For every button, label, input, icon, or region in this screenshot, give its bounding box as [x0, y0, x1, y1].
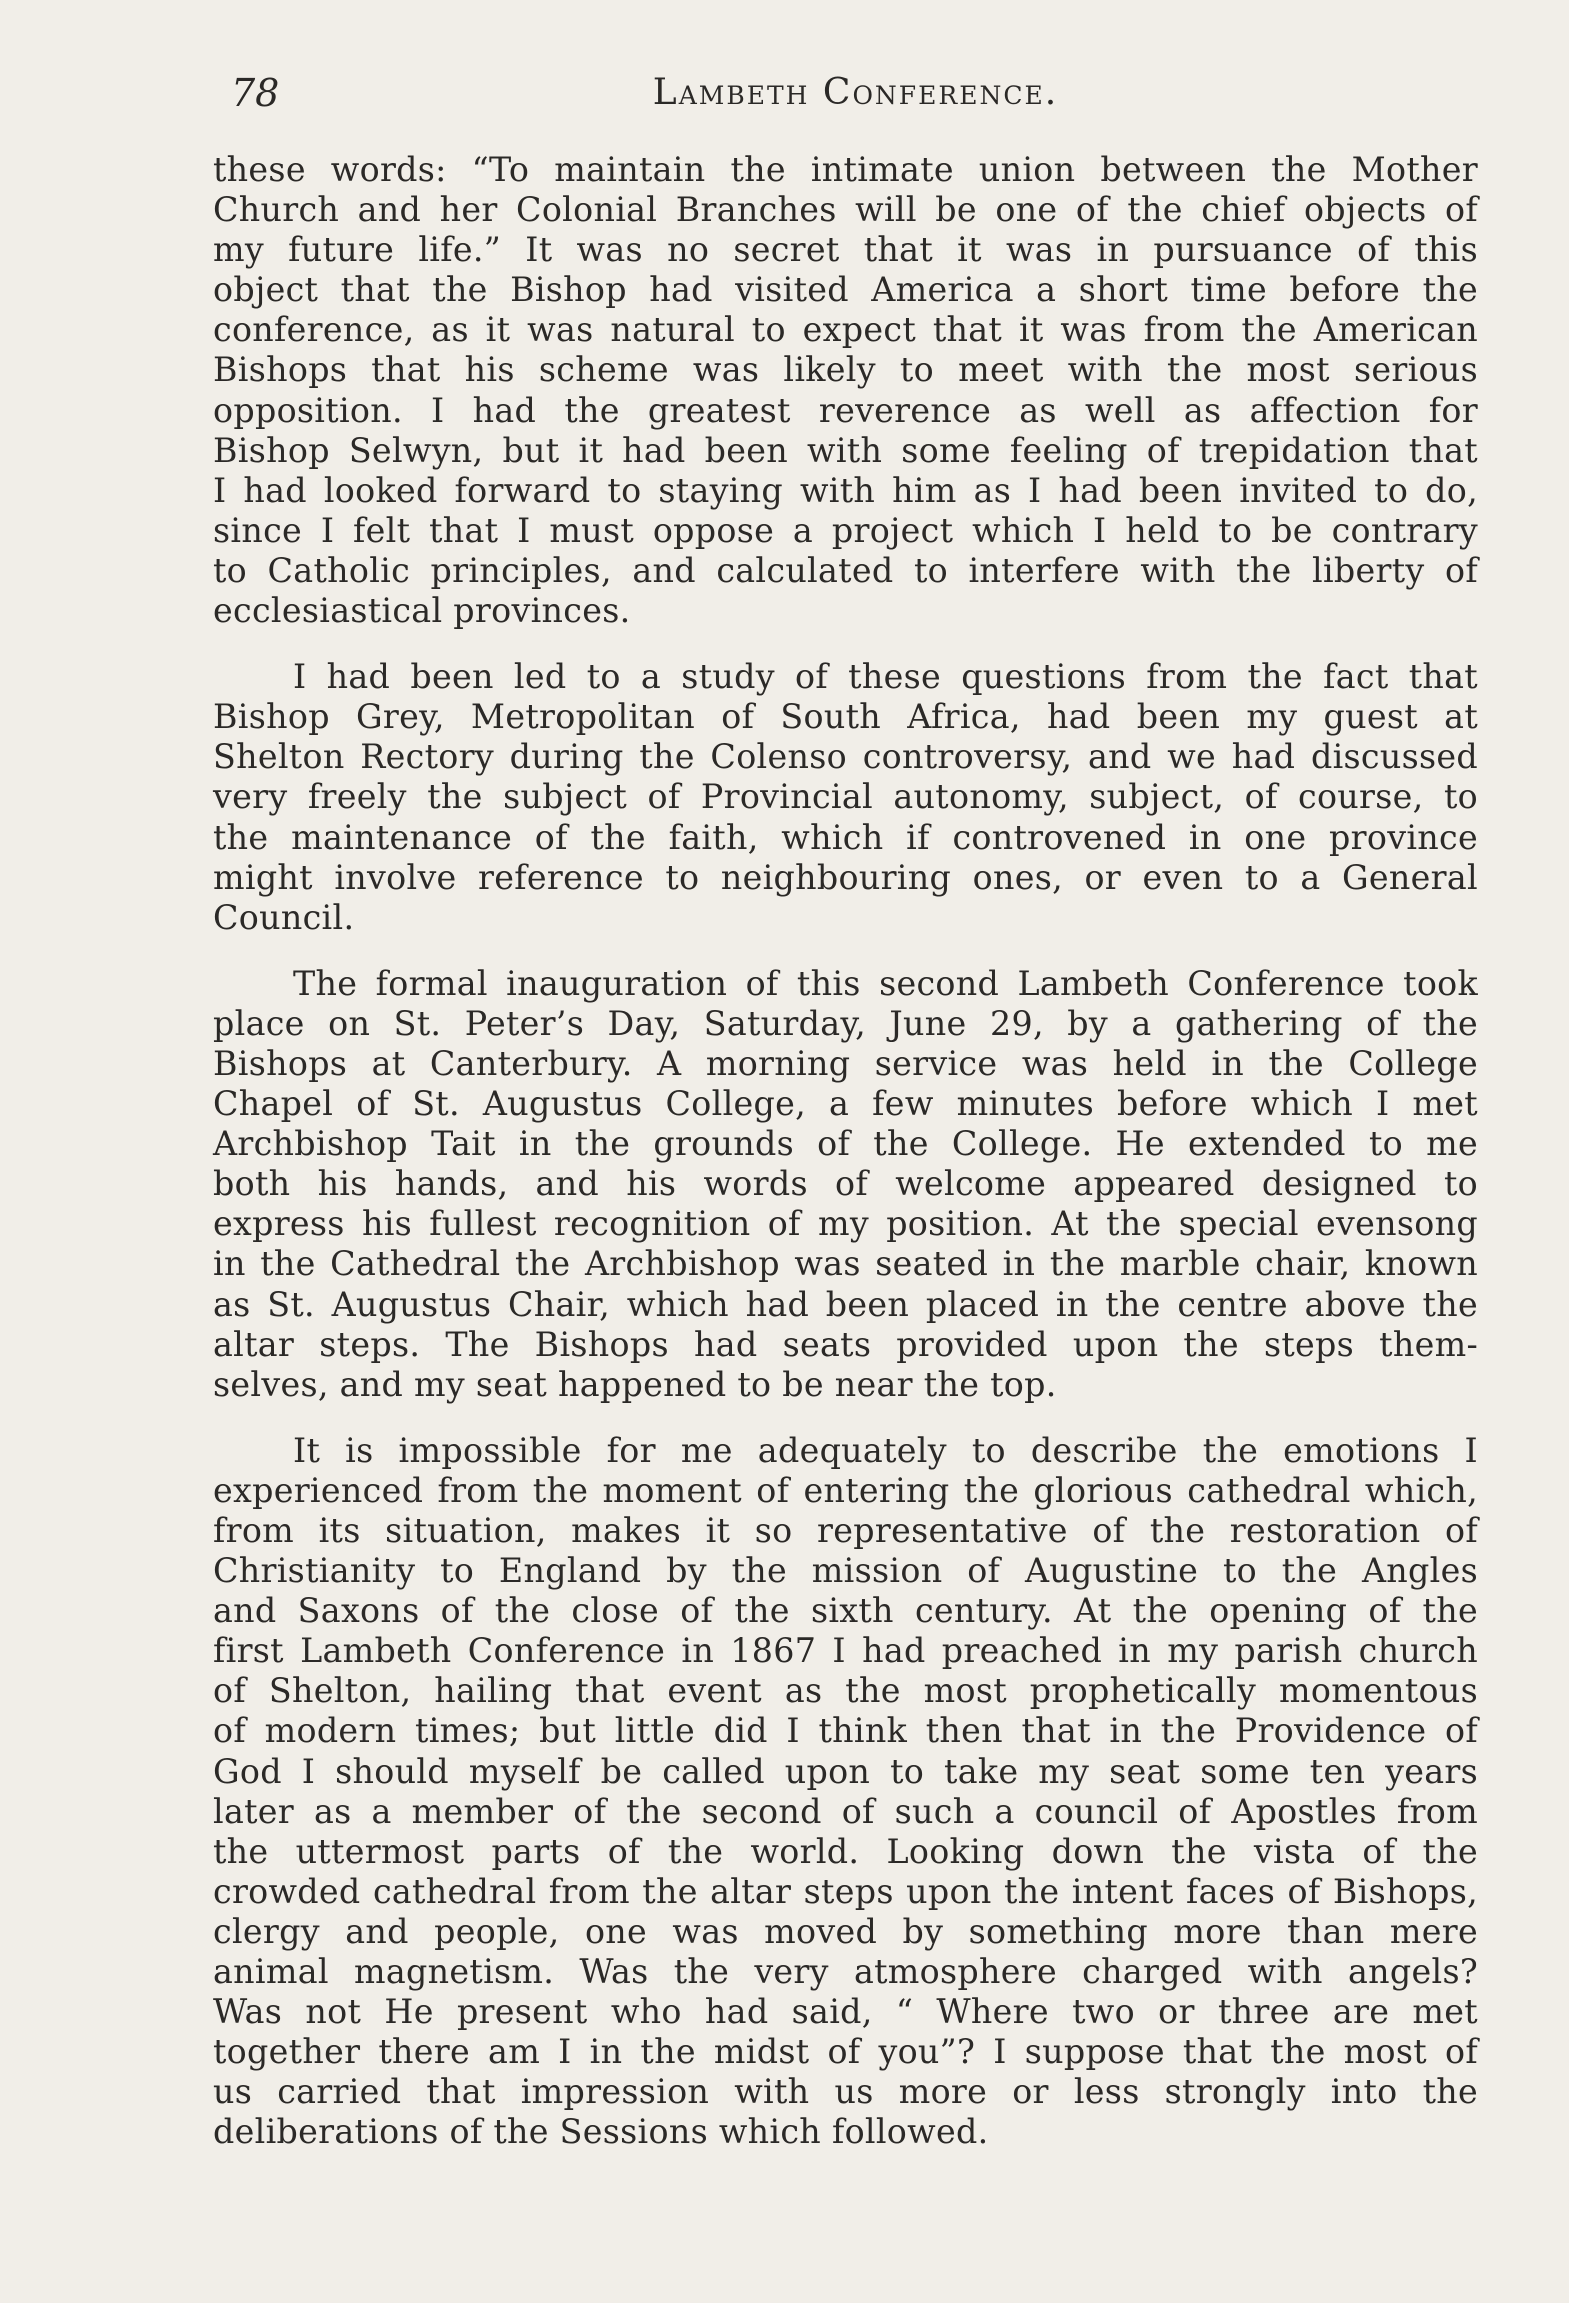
text-line: of Shelton, hailing that event as the most prophetically momentous: [213, 1671, 1478, 1711]
text-line: Bishops that his scheme was likely to meet with the most serious: [213, 350, 1478, 390]
text-line: deliberations of the Sessions which followed.: [213, 2112, 989, 2152]
paragraph-2: [213, 657, 1478, 938]
text-line: Bishops at Canterbury. A morning service was held in the College: [213, 1043, 1478, 1083]
text-line: the uttermost parts of the world. Looking down the vista of the: [213, 1831, 1478, 1871]
text-line: altar steps. The Bishops had seats provided upon the steps them-: [213, 1324, 1478, 1364]
text-line: Council.: [213, 897, 355, 937]
text-line: in the Cathedral the Archbishop was seated in the marble chair, known: [213, 1244, 1478, 1284]
text-line: and Saxons of the close of the sixth century. At the opening of the: [213, 1591, 1478, 1631]
text-line: clergy and people, one was moved by something more than mere: [213, 1911, 1478, 1951]
text-line: Shelton Rectory during the Colenso controversy, and we had discussed: [213, 737, 1478, 777]
text-line: express his fullest recognition of my position. At the special evensong: [213, 1204, 1478, 1244]
running-title: Lambeth Conference.: [652, 72, 1059, 113]
text-line: us carried that impression with us more or less strongly into the: [213, 2072, 1478, 2112]
text-line: conference, as it was natural to expect that it was from the American: [213, 310, 1478, 350]
text-line: first Lambeth Conference in 1867 I had preached in my parish church: [213, 1631, 1478, 1671]
text-line: since I felt that I must oppose a project which I held to be contrary: [213, 510, 1478, 550]
text-line: might involve reference to neighbouring ones, or even to a General: [213, 857, 1478, 897]
text-line: experienced from the moment of entering the glorious cathedral which,: [213, 1470, 1478, 1510]
text-line: selves, and my seat happened to be near the top.: [213, 1364, 1057, 1404]
text-line: I had been led to a study of these questions from the fact that: [293, 657, 1478, 697]
paragraph-1: [213, 150, 1478, 631]
text-line: Chapel of St. Augustus College, a few minutes before which I met: [213, 1084, 1478, 1124]
text-line: from its situation, makes it so representative of the restoration of: [213, 1511, 1478, 1550]
text-line: animal magnetism. Was the very atmosphere charged with angels?: [213, 1952, 1478, 1992]
body-text: [213, 150, 1478, 2179]
running-head: [213, 68, 1478, 118]
text-line: Bishop Grey, Metropolitan of South Africa, had been my guest at: [213, 697, 1478, 737]
text-line: I had looked forward to staying with him as I had been invited to do,: [213, 470, 1478, 510]
text-line: of modern times; but little did I think then that in the Providence of: [213, 1711, 1478, 1751]
text-line: both his hands, and his words of welcome appeared designed to: [213, 1164, 1478, 1204]
text-line: place on St. Peter’s Day, Saturday, June 29, by a gathering of the: [213, 1003, 1478, 1043]
text-line: these words: “To maintain the intimate union between the Mother: [213, 150, 1478, 189]
text-line: later as a member of the second of such a council of Apostles from: [213, 1791, 1478, 1831]
text-line: as St. Augustus Chair, which had been placed in the centre above the: [213, 1284, 1478, 1324]
text-line: object that the Bishop had visited America a short time before the: [213, 270, 1478, 310]
text-line: Archbishop Tait in the grounds of the College. He extended to me: [213, 1124, 1478, 1164]
text-line: together there am I in the midst of you”? I suppose that the most of: [213, 2032, 1478, 2072]
text-line: very freely the subject of Provincial autonomy, subject, of course, to: [213, 777, 1478, 817]
text-line: Was not He present who had said, “ Where two or three are met: [213, 1992, 1478, 2032]
text-line: Church and her Colonial Branches will be one of the chief objects of: [213, 190, 1478, 230]
text-line: ecclesiastical provinces.: [213, 591, 631, 631]
text-line: Bishop Selwyn, but it had been with some feeling of trepidation that: [213, 430, 1478, 470]
text-line: It is impossible for me adequately to describe the emotions I: [293, 1430, 1478, 1470]
page-number: 78: [231, 71, 280, 115]
text-line: The formal inauguration of this second Lambeth Conference took: [293, 963, 1478, 1003]
paragraph-3: [213, 964, 1478, 1405]
text-line: God I should myself be called upon to take my seat some ten years: [213, 1751, 1478, 1791]
text-line: my future life.” It was no secret that it was in pursuance of this: [213, 230, 1478, 270]
text-line: opposition. I had the greatest reverence as well as affection for: [213, 390, 1478, 430]
text-line: the maintenance of the faith, which if controvened in one province: [213, 817, 1478, 857]
paragraph-4: [213, 1431, 1478, 2153]
text-line: to Catholic principles, and calculated to interfere with the liberty of: [213, 550, 1478, 590]
text-line: Christianity to England by the mission of Augustine to the Angles: [213, 1551, 1478, 1591]
text-line: crowded cathedral from the altar steps upon the intent faces of Bishops,: [213, 1871, 1478, 1911]
